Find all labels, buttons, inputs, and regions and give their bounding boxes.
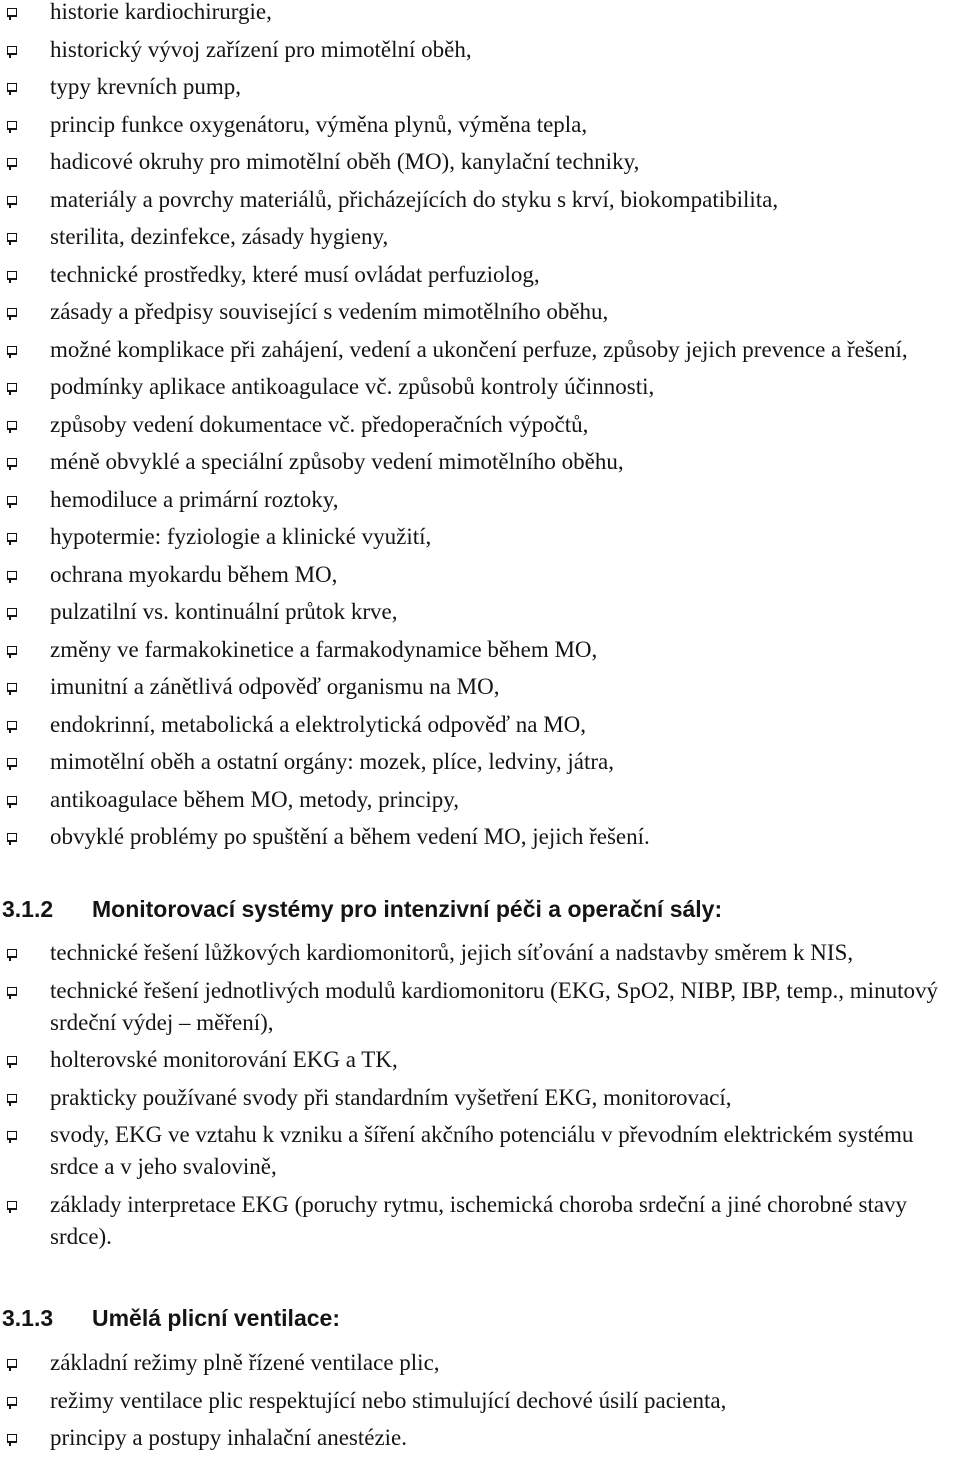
- checkbox-bullet-icon: [7, 1131, 17, 1140]
- list-item-text: endokrinní, metabolická a elektrolytická odpověď na MO,: [50, 711, 587, 737]
- list-item-text: základní režimy plně řízené ventilace plic,: [50, 1350, 440, 1375]
- section-number: 3.1.2: [2, 896, 54, 922]
- list-item: [0, 371, 960, 403]
- list-item-text: způsoby vedení dokumentace vč. předoperačních výpočtů,: [50, 411, 589, 437]
- checkbox-bullet-icon: [7, 8, 17, 17]
- topic-list-ventilation: [0, 1347, 960, 1460]
- checkbox-bullet-icon: [7, 383, 17, 392]
- list-item: [0, 634, 960, 666]
- checkbox-bullet-icon: [7, 1094, 17, 1103]
- list-item: [0, 71, 960, 103]
- checkbox-bullet-icon: [7, 758, 17, 767]
- list-item: [0, 521, 960, 553]
- checkbox-bullet-icon: [7, 458, 17, 467]
- checkbox-bullet-icon: [7, 646, 17, 655]
- checkbox-bullet-icon: [7, 571, 17, 580]
- list-item-text: typy krevních pump,: [50, 74, 241, 99]
- checkbox-bullet-icon: [7, 421, 17, 430]
- list-item: [0, 334, 960, 366]
- list-item-text: antikoagulace během MO, metody, principy,: [50, 786, 459, 812]
- list-item-text: sterilita, dezinfekce, zásady hygieny,: [50, 224, 389, 249]
- section-title: Umělá plicní ventilace:: [92, 1305, 340, 1331]
- list-item-text: změny ve farmakokinetice a farmakodynamice během MO,: [50, 636, 598, 662]
- list-item: [0, 296, 960, 328]
- list-item-text: technické prostředky, které musí ovládat perfuziolog,: [50, 261, 540, 287]
- checkbox-bullet-icon: [7, 233, 17, 242]
- checkbox-bullet-icon: [7, 83, 17, 92]
- list-item-text: hadicové okruhy pro mimotělní oběh (MO), kanylační techniky,: [50, 149, 640, 174]
- list-item-text: materiály a povrchy materiálů, přicházejících do styku s krví, biokompatibilita,: [50, 186, 779, 212]
- checkbox-bullet-icon: [7, 346, 17, 355]
- list-item: [0, 1347, 960, 1379]
- checkbox-bullet-icon: [7, 833, 17, 842]
- list-item: [0, 709, 960, 741]
- list-item: [0, 1082, 960, 1114]
- checkbox-bullet-icon: [7, 987, 17, 996]
- list-item-text: imunitní a zánětlivá odpověď organismu na MO,: [50, 674, 500, 699]
- checkbox-bullet-icon: [7, 308, 17, 317]
- list-item: [0, 821, 960, 853]
- section-title: Monitorovací systémy pro intenzivní péči a operační sály:: [92, 896, 723, 922]
- checkbox-bullet-icon: [7, 271, 17, 280]
- checkbox-bullet-icon: [7, 121, 17, 130]
- checkbox-bullet-icon: [7, 721, 17, 730]
- list-item-text: pulzatilní vs. kontinuální průtok krve,: [50, 599, 398, 624]
- topic-list-monitoring: [0, 937, 960, 1258]
- list-item: [0, 784, 960, 816]
- list-item: [0, 1119, 960, 1183]
- list-item: [0, 484, 960, 516]
- list-item-text: technické řešení jednotlivých modulů kardiomonitoru (EKG, SpO2, NIBP, IBP, temp., minutový srdeční výdej – měření),: [50, 977, 938, 1035]
- list-item: [0, 34, 960, 66]
- list-item-text: hypotermie: fyziologie a klinické využití,: [50, 524, 432, 549]
- checkbox-bullet-icon: [7, 196, 17, 205]
- list-item: [0, 671, 960, 703]
- list-item-text: mimotělní oběh a ostatní orgány: mozek, plíce, ledviny, játra,: [50, 749, 614, 774]
- list-item: [0, 1385, 960, 1417]
- list-item-text: historie kardiochirurgie,: [50, 0, 272, 24]
- list-item: [0, 1044, 960, 1076]
- list-item: [0, 746, 960, 778]
- checkbox-bullet-icon: [7, 1434, 17, 1443]
- list-item-text: ochrana myokardu během MO,: [50, 561, 338, 587]
- checkbox-bullet-icon: [7, 1397, 17, 1406]
- list-item: [0, 146, 960, 178]
- list-item-text: méně obvyklé a speciální způsoby vedení mimotělního oběhu,: [50, 449, 624, 474]
- checkbox-bullet-icon: [7, 158, 17, 167]
- list-item: [0, 937, 960, 969]
- list-item-text: možné komplikace při zahájení, vedení a ukončení perfuze, způsoby jejich prevence a řešení,: [50, 336, 908, 362]
- list-item-text: obvyklé problémy po spuštění a během vedení MO, jejich řešení.: [50, 824, 650, 849]
- list-item: [0, 409, 960, 441]
- checkbox-bullet-icon: [7, 608, 17, 617]
- list-item-text: holterovské monitorování EKG a TK,: [50, 1047, 398, 1072]
- checkbox-bullet-icon: [7, 1201, 17, 1210]
- list-item: [0, 109, 960, 141]
- list-item: [0, 184, 960, 216]
- list-item-text: principy a postupy inhalační anestézie.: [50, 1425, 408, 1450]
- list-item-text: princip funkce oxygenátoru, výměna plynů, výměna tepla,: [50, 111, 588, 137]
- list-item: [0, 1189, 960, 1253]
- section-heading-monitoring: [0, 893, 960, 925]
- list-item-text: historický vývoj zařízení pro mimotělní oběh,: [50, 36, 472, 62]
- list-item: [0, 259, 960, 291]
- checkbox-bullet-icon: [7, 1359, 17, 1368]
- list-item: [0, 975, 960, 1039]
- checkbox-bullet-icon: [7, 496, 17, 505]
- list-item: [0, 1422, 960, 1454]
- list-item: [0, 0, 960, 28]
- list-item: [0, 446, 960, 478]
- list-item-text: základy interpretace EKG (poruchy rytmu, ischemická choroba srdeční a jiné chorobné stavy srdce).: [50, 1191, 908, 1249]
- checkbox-bullet-icon: [7, 796, 17, 805]
- list-item: [0, 596, 960, 628]
- checkbox-bullet-icon: [7, 949, 17, 958]
- section-number: 3.1.3: [2, 1305, 54, 1331]
- section-heading-ventilation: [0, 1302, 960, 1334]
- list-item-text: technické řešení lůžkových kardiomonitorů, jejich síťování a nadstavby směrem k NIS,: [50, 940, 854, 965]
- list-item: [0, 559, 960, 591]
- list-item-text: hemodiluce a primární roztoky,: [50, 486, 339, 512]
- checkbox-bullet-icon: [7, 46, 17, 55]
- list-item-text: prakticky používané svody při standardním vyšetření EKG, monitorovací,: [50, 1084, 732, 1110]
- checkbox-bullet-icon: [7, 533, 17, 542]
- checkbox-bullet-icon: [7, 683, 17, 692]
- list-item: [0, 221, 960, 253]
- checkbox-bullet-icon: [7, 1056, 17, 1065]
- list-item-text: režimy ventilace plic respektující nebo stimulující dechové úsilí pacienta,: [50, 1387, 727, 1413]
- list-item-text: zásady a předpisy související s vedením mimotělního oběhu,: [50, 299, 609, 324]
- list-item-text: podmínky aplikace antikoagulace vč. způsobů kontroly účinnosti,: [50, 374, 655, 399]
- list-item-text: svody, EKG ve vztahu k vzniku a šíření akčního potenciálu v převodním elektrickém systému srdce a v jeho svalovině,: [50, 1122, 914, 1179]
